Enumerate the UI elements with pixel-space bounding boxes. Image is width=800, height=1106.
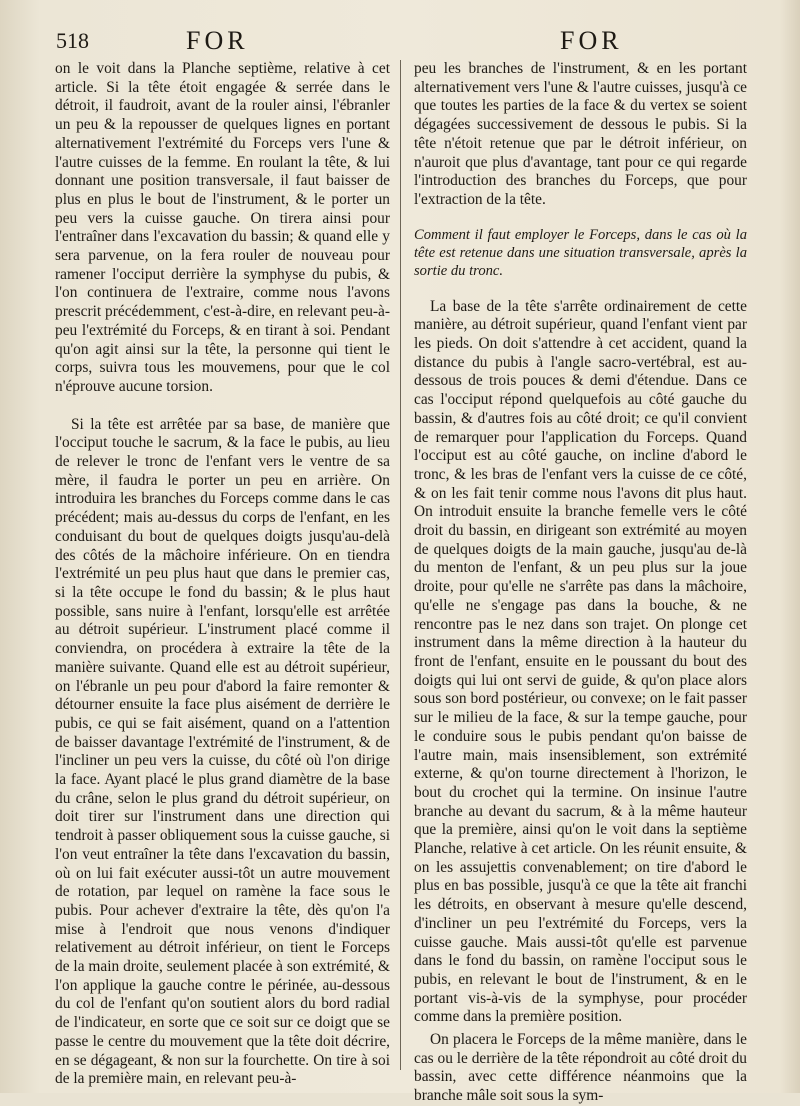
right-paragraph-3: On placera le Forceps de la même manière, dans le cas ou le derrière de la tête répondroit au côté droit du bassin, avec cette différence néanmoins que la branche mâle soit sous la sym- — [414, 1031, 747, 1105]
left-paragraph-2: Si la tête est arrêtée par sa base, de manière que l'occiput touche le sacrum, & la face le pubis, au lieu de relever le tronc de l'enfant vers le ventre de sa mère, il faudra le porter un peu en arrière. On introduira les branches du Forceps comme dans le cas précédent; mais au-dessus du corps de l'enfant, en les conduisant du bout de quelques doigts jusqu'au-delà des côtés de la mâchoire inférieure. On en tiendra l'extrémité un peu plus haut que dans le premier cas, si la tête occupe le fond du bassin; & le plus haut possible, sans nuire à l'enfant, lorsqu'elle est arrêtée au détroit supérieur. L'instrument placé comme il conviendra, on procédera à extraire la tête de la manière suivante. Quand elle est au détroit supérieur, on l'ébranle un peu pour d'abord la faire remonter & détourner ensuite la face plus aisément de derrière le pubis, ce qui se fait aisément, quand on a l'attention de baisser davantage l'extrémité de l'instrument, & de l'incliner un peu vers la cuisse, du côté où l'on dirige la face. Ayant placé le plus grand diamètre de la base du crâne, selon le plus grand du détroit supérieur, on doit tirer sur l'instrument dans une direction qui tendroit à passer obliquement sous la cuisse gauche, si l'on veut entraîner la tête dans l'excavation du bassin, où on lui fait exécuter aussi-tôt un autre mouvement de rotation, par lequel on ramène la face sous le pubis. Pour achever d'extraire la tête, dès qu'on l'a mise à l'endroit que nous venons d'indiquer relativement au détroit inférieur, on tient le Forceps de la main droite, seulement placée à son extrémité, & l'on applique la gauche contre le périnée, au-dessous du col de l'enfant qu'on soutient alors du bord radial de l'indicateur, en sorte que ce soit sur ce doigt que se passe le centre du mouvement que la tête doit décrire, en se dégageant, & non sur la fourchette. On tire à soi de la première main, en relevant peu-à- — [55, 415, 390, 1088]
page-number: 518 — [56, 28, 89, 53]
left-column — [55, 60, 390, 1089]
running-head-left: FOR — [186, 26, 249, 55]
section-heading: Comment il faut employer le Forceps, dans le cas où la tête est retenue dans une situation transversale, après la sortie du tronc. — [414, 226, 747, 279]
right-paragraph-2: La base de la tête s'arrête ordinairement de cette manière, au détroit supérieur, quand l'enfant vient par les pieds. On doit s'attendre à cet accident, quand la distance du pubis à l'angle sacro-vertébral, est au-dessous de trois pouces & demi d'étendue. Dans ce cas l'occiput répond quelquefois au côté gauche du bassin, & d'autres fois au côté droit; ce qu'il convient de remarquer pour l'application du Forceps. Quand l'occiput est au côté gauche, on incline d'abord le tronc, & les bras de l'enfant vers la cuisse de ce côté, & on les fait tenir comme nous l'avons dit plus haut. On introduit ensuite la branche femelle vers le côté droit du bassin, en dirigeant son extrémité au moyen de quelques doigts de la main gauche, jusqu'au de-là du menton de l'enfant, & un peu plus sur la joue droite, pour qu'elle ne s'arrête pas dans la mâchoire, qu'elle ne s'engage pas dans la bouche, & ne rencontre pas le nez dans son trajet. On plonge cet instrument dans la même direction à la hauteur du front de l'enfant, ensuite en le poussant du bout des doigts qui lui ont servi de guide, & qu'on place alors sous son bord postérieur, ou convexe; on le fait passer sur le milieu de la face, & sur la tempe gauche, pour le conduire sous le pubis pendant qu'on baisse de l'autre main, mais insensiblement, son extrémité externe, & qu'on tourne directement à l'horizon, le bout du crochet qui la termine. On insinue l'autre branche au devant du sacrum, & à la même hauteur que la première, ainsi qu'on le voit dans la septième Planche, relative à cet article. On les réunit ensuite, & on les assujettis convenablement; on tire d'abord le plus en bas possible, jusqu'à ce que la tête ait franchi les détroits, en observant à mesure qu'elle descend, d'incliner un peu l'extrémité du Forceps, vers la cuisse gauche. Mais aussi-tôt qu'elle est parvenue dans le fond du bassin, on ramène l'occiput sous le pubis, en relevant le bout de l'instrument, & en le portant vis-à-vis de la symphyse, pour procéder comme dans la première position. — [414, 297, 747, 1026]
right-column — [414, 60, 747, 1106]
left-paragraph-1: on le voit dans la Planche septième, relative à cet article. Si la tête étoit engagée & serrée dans le détroit, il faudroit, avant de la rouler ainsi, l'ébranler un peu & la repousser de quelques lignes en portant alternativement l'extrémité du Forceps vers l'une & l'autre cuisses de la femme. En roulant la tête, & lui donnant une position transversale, il faut baisser de plus en plus le bout de l'instrument, & le porter un peu vers la cuisse gauche. On tirera ainsi pour l'entraîner dans l'excavation du bassin; & quand elle y sera parvenue, on la fera rouler de nouveau pour ramener l'occiput derrière la symphyse du pubis, & l'on continuera de l'extraire, comme nous l'avons prescrit précédemment, c'est-à-dire, en relevant peu-à-peu l'extrémité du Forceps, & en tirant à soi. Pendant qu'on agit ainsi sur la tête, la personne qui tient le corps, suivra tous les mouvemens, pour que le col n'éprouve aucune torsion. — [55, 60, 390, 395]
page-header — [0, 26, 800, 58]
right-paragraph-1: peu les branches de l'instrument, & en les portant alternativement vers l'une & l'autre cuisses, jusqu'à ce que toutes les parties de la face & du vertex se soient dégagées successivement de dessous le pubis. Si la tête n'étoit retenue que par le détroit inférieur, on n'auroit que plus d'avantage, tant pour ce qui regarde l'introduction des branches du Forceps, que pour l'extraction de la tête. — [414, 60, 747, 208]
running-head-right: FOR — [560, 26, 623, 55]
column-divider — [400, 60, 401, 1070]
